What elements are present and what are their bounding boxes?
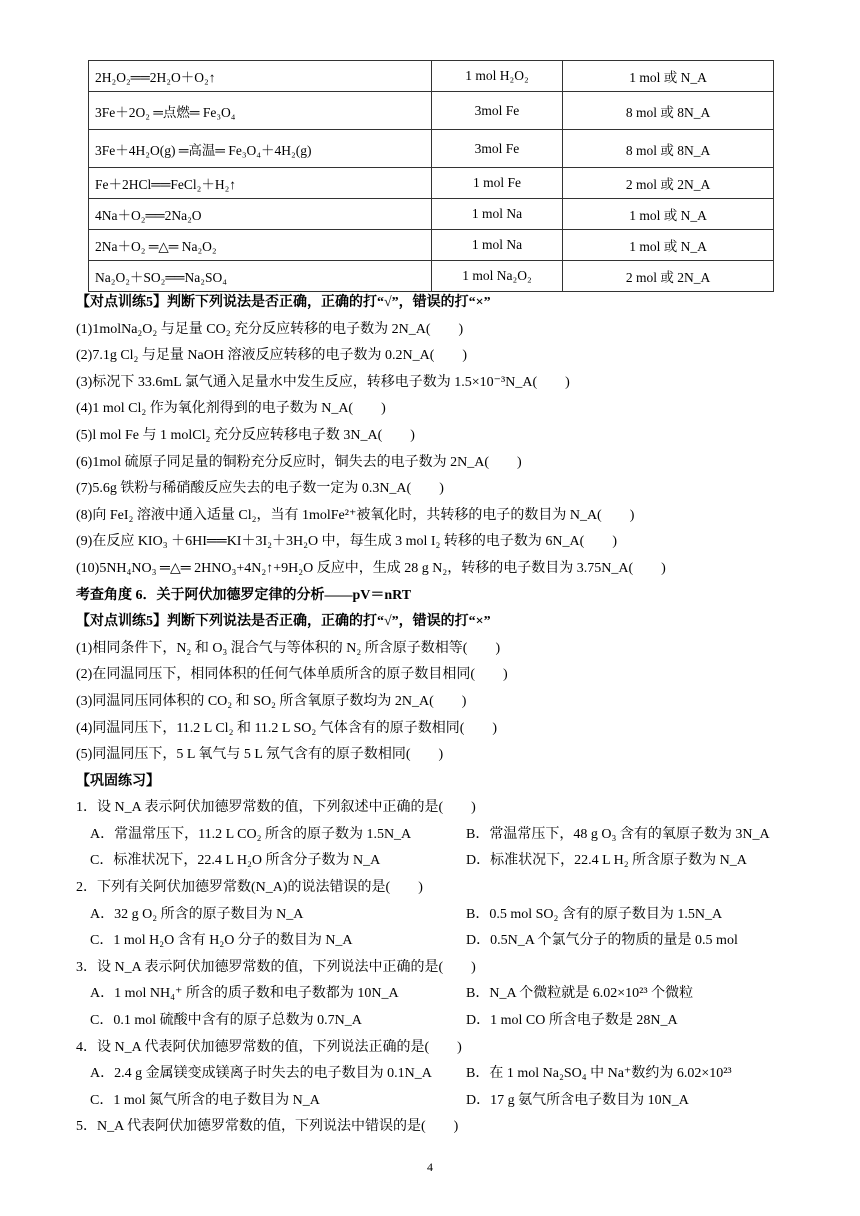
question-list: [76, 290, 796, 1141]
statement: (5)同温同压下，5 L 氧气与 5 L 氖气含有的原子数相同( ): [76, 747, 444, 763]
table-row: [89, 230, 774, 261]
table-cell: 1 mol Na: [432, 199, 563, 230]
statement: (1)1molNa₂O₂ 与足量 CO₂ 充分反应转移的电子数为 2N_A( ): [76, 321, 464, 337]
option: A．32 g O₂ 所含的原子数目为 N_A: [90, 906, 304, 922]
question-stem: 1．设 N_A 表示阿伏加德罗常数的值，下列叙述中正确的是( ): [76, 800, 476, 816]
table-cell: 1 mol 或 N_A: [563, 61, 774, 92]
statement: (3)同温同压同体积的 CO₂ 和 SO₂ 所含氧原子数均为 2N_A( ): [76, 693, 467, 709]
table-cell: 3Fe＋2O₂ ═点燃═ Fe₃O₄: [89, 92, 432, 130]
statement: (6)1mol 硫原子同足量的铜粉充分反应时，铜失去的电子数为 2N_A( ): [76, 454, 522, 470]
section-heading: 【对点训练5】判断下列说法是否正确，正确的打“√”，错误的打“×”: [76, 614, 491, 630]
table-cell: 1 mol 或 N_A: [563, 199, 774, 230]
statement: (10)5NH₄NO₃ ═△═ 2HNO₃+4N₂↑+9H₂O 反应中，生成 28 g N₂，转移的电子数目为 3.75N_A( ): [76, 560, 666, 576]
option-row: [76, 902, 796, 929]
option: B．0.5 mol SO₂ 含有的原子数目为 1.5N_A: [466, 906, 723, 922]
option: D．17 g 氨气所含电子数目为 10N_A: [466, 1092, 689, 1108]
option: B．N_A 个微粒就是 6.02×10²³ 个微粒: [466, 986, 694, 1002]
option-row: [76, 1008, 796, 1035]
section-heading: 【对点训练5】判断下列说法是否正确，正确的打“√”，错误的打“×”: [76, 295, 491, 310]
section-heading: 考查角度 6．关于阿伏加德罗定律的分析——pV＝nRT: [76, 587, 412, 603]
statement: (2)在同温同压下，相同体积的任何气体单质所含的原子数目相同( ): [76, 667, 508, 683]
table-cell: 1 mol 或 N_A: [563, 230, 774, 261]
statement: (1)相同条件下，N₂ 和 O₃ 混合气与等体积的 N₂ 所含原子数相等( ): [76, 640, 501, 656]
option: A．常温常压下，11.2 L CO₂ 所含的原子数为 1.5N_A: [90, 826, 412, 842]
table-cell: 1 mol H₂O₂: [432, 61, 563, 92]
table-cell: 1 mol Fe: [432, 168, 563, 199]
table-cell: 2 mol 或 2N_A: [563, 261, 774, 292]
table-cell: 1 mol Na: [432, 230, 563, 261]
statement: (8)向 FeI₂ 溶液中通入适量 Cl₂，当有 1molFe²⁺被氧化时，共转移的电子的数目为 N_A( ): [76, 507, 635, 523]
option-row: [76, 822, 796, 849]
table-cell: 3mol Fe: [432, 130, 563, 168]
table-row: [89, 199, 774, 230]
table-cell: Na₂O₂＋SO₂══Na₂SO₄: [89, 261, 432, 292]
table-cell: 2H₂O₂══2H₂O＋O₂↑: [89, 61, 432, 92]
question-stem: 2．下列有关阿伏加德罗常数(N_A)的说法错误的是( ): [76, 880, 423, 896]
table-cell: 3mol Fe: [432, 92, 563, 130]
table-cell: 3Fe＋4H₂O(g) ═高温═ Fe₃O₄＋4H₂(g): [89, 130, 432, 168]
reaction-table: [88, 60, 774, 292]
table-cell: 8 mol 或 8N_A: [563, 130, 774, 168]
option: D．1 mol CO 所含电子数是 28N_A: [466, 1013, 678, 1029]
option: D．标准状况下，22.4 L H₂ 所含原子数为 N_A: [466, 853, 747, 869]
table-cell: Fe＋2HCl══FeCl₂＋H₂↑: [89, 168, 432, 199]
table-cell: 4Na＋O₂══2Na₂O: [89, 199, 432, 230]
table-cell: 8 mol 或 8N_A: [563, 92, 774, 130]
option: C．1 mol 氮气所含的电子数目为 N_A: [90, 1092, 320, 1108]
question-stem: 3．设 N_A 表示阿伏加德罗常数的值，下列说法中正确的是( ): [76, 959, 476, 975]
option: A．2.4 g 金属镁变成镁离子时失去的电子数目为 0.1N_A: [90, 1066, 432, 1082]
table-row: [89, 61, 774, 92]
table-cell: 2Na＋O₂ ═△═ Na₂O₂: [89, 230, 432, 261]
option-row: [76, 1061, 796, 1088]
option: C．1 mol H₂O 含有 H₂O 分子的数目为 N_A: [90, 933, 353, 949]
question-stem: 5．N_A 代表阿伏加德罗常数的值，下列说法中错误的是( ): [76, 1119, 459, 1135]
option-row: [76, 1088, 796, 1115]
statement: (2)7.1g Cl₂ 与足量 NaOH 溶液反应转移的电子数为 0.2N_A( ): [76, 348, 468, 364]
table-cell: 1 mol Na₂O₂: [432, 261, 563, 292]
option-row: [76, 848, 796, 875]
table-row: [89, 168, 774, 199]
option: B．在 1 mol Na₂SO₄ 中 Na⁺数约为 6.02×10²³: [466, 1066, 732, 1082]
option: B．常温常压下，48 g O₃ 含有的氧原子数为 3N_A: [466, 826, 770, 842]
page-number: 4: [427, 1160, 433, 1174]
section-heading: 【巩固练习】: [76, 773, 160, 789]
statement: (9)在反应 KIO₃ ＋6HI══KI＋3I₂＋3H₂O 中，每生成 3 mol I₂ 转移的电子数为 6N_A( ): [76, 534, 617, 550]
statement: (3)标况下 33.6mL 氯气通入足量水中发生反应，转移电子数为 1.5×10⁻³N_A( ): [76, 374, 570, 390]
option: C．标准状况下，22.4 L H₂O 所含分子数为 N_A: [90, 853, 381, 869]
statement: (7)5.6g 铁粉与稀硝酸反应失去的电子数一定为 0.3N_A( ): [76, 481, 444, 497]
table-row: [89, 261, 774, 292]
table-cell: 2 mol 或 2N_A: [563, 168, 774, 199]
option-row: [76, 981, 796, 1008]
statement: (4)同温同压下，11.2 L Cl₂ 和 11.2 L SO₂ 气体含有的原子数相同( ): [76, 720, 498, 736]
statement: (5)l mol Fe 与 1 molCl₂ 充分反应转移电子数 3N_A( ): [76, 427, 415, 443]
option: C．0.1 mol 硫酸中含有的原子总数为 0.7N_A: [90, 1013, 362, 1029]
statement: (4)1 mol Cl₂ 作为氧化剂得到的电子数为 N_A( ): [76, 401, 386, 417]
option: D．0.5N_A 个氯气分子的物质的量是 0.5 mol: [466, 933, 738, 949]
question-stem: 4．设 N_A 代表阿伏加德罗常数的值，下列说法正确的是( ): [76, 1039, 462, 1055]
option-row: [76, 928, 796, 955]
table-row: [89, 130, 774, 168]
option: A．1 mol NH₄⁺ 所含的质子数和电子数都为 10N_A: [90, 986, 399, 1002]
table-row: [89, 92, 774, 130]
